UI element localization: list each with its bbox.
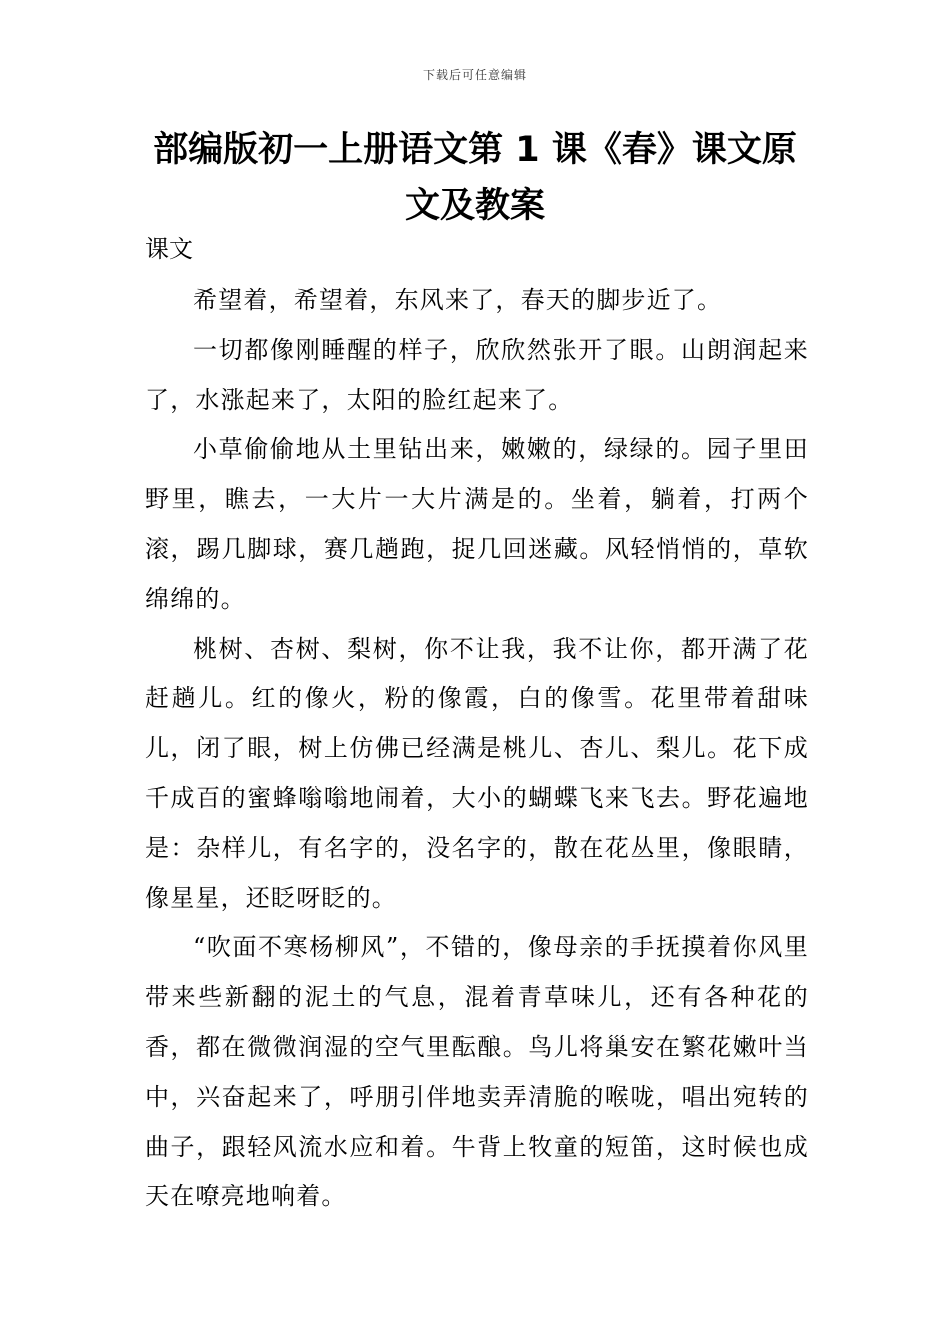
- section-label: 课文: [145, 235, 193, 263]
- header-note: 下载后可任意编辑: [422, 68, 527, 82]
- body-text: [145, 276, 809, 1222]
- paragraph: 桃树、杏树、梨树，你不让我，我不让你，都开满了花赶趟儿。红的像火，粉的像霞，白的像雪。花里带着甜味儿，闭了眼，树上仿佛已经满是桃儿、杏儿、梨儿。花下成千成百的蜜蜂嗡嗡地闹着，大小的蝴蝶飞来飞去。野花遍地是：杂样儿，有名字的，没名字的，散在花丛里，像眼睛，像星星，还眨呀眨的。: [145, 634, 809, 912]
- paragraph: “吹面不寒杨柳风”，不错的，像母亲的手抚摸着你风里带来些新翻的泥土的气息，混着青草味儿，还有各种花的香，都在微微润湿的空气里酝酿。鸟儿将巢安在繁花嫩叶当中，兴奋起来了，呼朋引伴地卖弄清脆的喉咙，唱出宛转的曲子，跟轻风流水应和着。牛背上牧童的短笛，这时候也成天在嘹亮地响着。: [145, 933, 809, 1211]
- paragraph: 小草偷偷地从土里钻出来，嫩嫩的，绿绿的。园子里田野里，瞧去，一大片一大片满是的。坐着，躺着，打两个滚，踢几脚球，赛几趟跑，捉几回迷藏。风轻悄悄的，草软绵绵的。: [145, 435, 809, 613]
- paragraph: 希望着，希望着，东风来了，春天的脚步近了。: [193, 286, 723, 314]
- paragraph: 一切都像刚睡醒的样子，欣欣然张开了眼。山朗润起来了，水涨起来了，太阳的脸红起来了。: [145, 335, 809, 414]
- document-title: 部编版初一上册语文第 1 课《春》课文原文及教案: [153, 130, 797, 226]
